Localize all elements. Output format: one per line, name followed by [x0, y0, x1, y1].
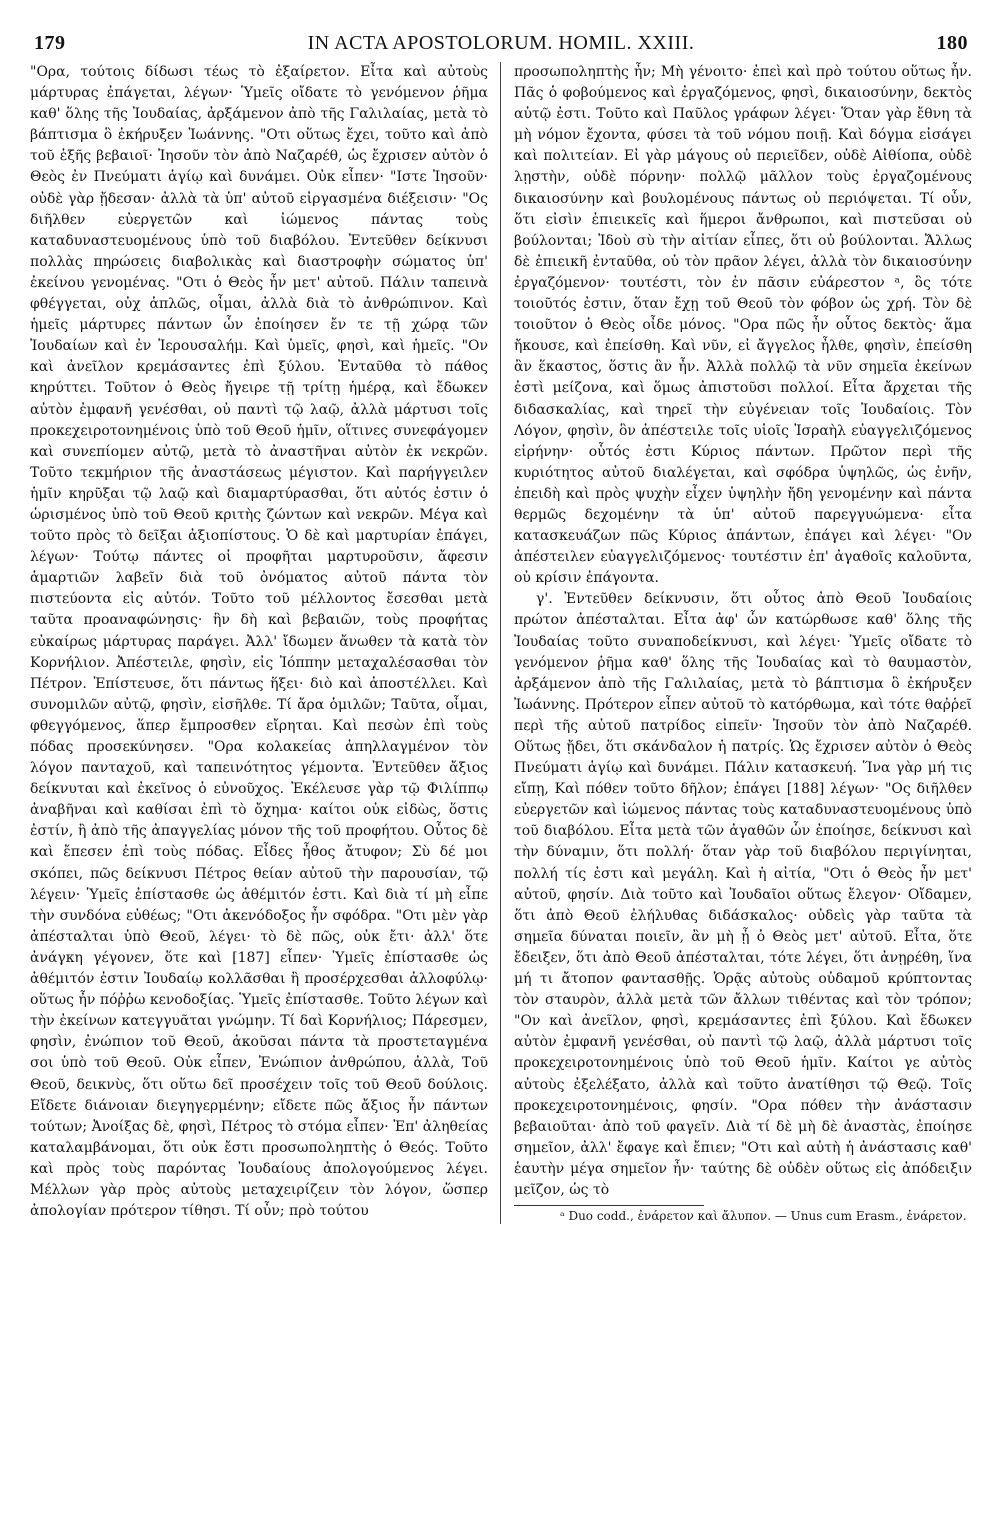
right-paragraph-1: προσωποληπτὴς ἦν; Μὴ γένοιτο· ἐπεὶ καὶ πρὸ τούτου οὕτως ἦν. Πᾶς ὁ φοβούμενος καὶ ἐργαζόμενος, φησὶ, δικαιοσύνην, δεκτὸς αὐτῷ ἐστι. Τοῦτο καὶ Παῦλος γράφων λέγει· Ὅταν γὰρ ἔθνη τὰ μὴ νόμον ἔχοντα, φύσει τὰ τοῦ νόμου ποιῇ. Καὶ δόγμα εἰσάγει καὶ πολιτείαν. Εἰ γὰρ μάγους οὐ περιεῖδεν, οὐδὲ Αἰθίοπα, οὐδὲ λῃστὴν, οὐδὲ πόρνην· πολλῷ μᾶλλον τοὺς ἐργαζομένους δικαιοσύνην καὶ βουλομένους πάντως οὐ περιόψεται. Τί οὖν, ὅτι εἰσὶν ἐπιεικεῖς καὶ ἥμεροι ἄνθρωποι, καὶ πιστεῦσαι οὐ βούλονται; Ἰδοὺ σὺ τὴν αἰτίαν εἶπες, ὅτι οὐ βούλονται. Ἄλλως δὲ ἐπιεικῆ ἐνταῦθα, οὐ τὸν πρᾶον λέγει, ἀλλὰ τὸν δικαιοσύνην ἐργαζόμενον· τουτέστι, τὸν ἐν πᾶσιν εὐάρεστον ᵃ, ὃς τότε τοιοῦτός ἐστιν, ὅταν ἔχῃ τοῦ Θεοῦ τὸν φόβον ὡς χρή. Τὸν δὲ τοιοῦτον ὁ Θεὸς οἶδε μόνος. "Ορα πῶς ἦν οὗτος δεκτὸς· ἅμα ἤκουσε, καὶ ἐπείσθη. Καὶ νῦν, εἰ ἄγγελος ἦλθε, φησὶν, ἐπείσθη ἂν ἕκαστος, ὅστις ἂν ἦν. Ἀλλὰ πολλῷ τὰ νῦν σημεῖα ἐκείνων ἐστὶ μείζονα, καὶ ὅμως ἀπιστοῦσι πολλοί. Εἶτα ἄρχεται τῆς διδασκαλίας, καὶ τηρεῖ τὴν εὐγένειαν τοῖς Ἰουδαίοις. Τὸν Λόγον, φησὶν, ὃν ἀπέστειλε τοῖς υἱοῖς Ἰσραὴλ εὐαγγελιζόμενος εἰρήνην· οὗτός ἐστι Κύριος πάντων. Πρῶτον περὶ τῆς κυριότητος αὐτοῦ διαλέγεται, καὶ σφόδρα ὑψηλῶς, ὡς ἐνῆν, ἐπειδὴ καὶ πρὸς ψυχὴν εἶχεν ὑψηλὴν ἤδη γενομένην καὶ πάντα θερμῶς δεχομένην τὰ ὑπ' αὐτοῦ παρεγγυώμενα· εἶτα κατασκευάζων πῶς Κύριος ἁπάντων, ἐπάγει καὶ λέγει· "Ον ἀπέστειλεν εὐαγγελιζόμενος· τουτέστιν ἐπ' ἀγαθοῖς καλοῦντα, οὐ κρίσιν ἐπάγοντα. — [514, 64, 972, 587]
text-columns — [30, 62, 972, 1224]
left-page-number: 179 — [34, 32, 66, 54]
page-header — [30, 32, 972, 60]
left-column — [30, 62, 501, 1224]
footnote: ᵃ Duo codd., ἐνάρετον καὶ ἄλυπον. — Unus cum Erasm., ἐνάρετον. — [560, 1209, 967, 1224]
right-paragraph-2: γ'. Ἐντεῦθεν δείκνυσιν, ὅτι οὗτος ἀπὸ Θεοῦ Ἰουδαίοις πρώτον ἀπέσταλται. Εἶτα ἀφ' ὧν κατώρθωσε καθ' ὅλης τῆς Ἰουδαίας τοῦτο συναποδείκνυσι, καὶ λέγει· Ὑμεῖς οἴδατε τὸ γενόμενον ῥῆμα καθ' ὅλης τῆς Ἰουδαίας καὶ τὸ θαυμαστὸν, ἀρξάμενον ἀπὸ τῆς Γαλιλαίας, μετὰ τὸ βάπτισμα ὃ ἐκήρυξεν Ἰωάννης. Πρότερον εἶπεν αὐτοῦ τὸ κατόρθωμα, καὶ τότε θαῤῥεῖ περὶ τῆς αὐτοῦ πατρίδος εἰπεῖν· Ἰησοῦν τὸν ἀπὸ Ναζαρέθ. Οὕτως ᾔδει, ὅτι σκάνδαλον ἡ πατρίς. Ὡς ἔχρισεν αὐτὸν ὁ Θεὸς Πνεύματι ἁγίῳ καὶ δυνάμει. Πάλιν κατασκευή. Ἵνα γὰρ μή τις εἴπῃ, Καὶ πόθεν τοῦτο δῆλον; ἐπάγει [188] λέγων· "Ος διῆλθεν εὐεργετῶν καὶ ἰώμενος πάντας τοὺς καταδυναστευομένους ὑπὸ τοῦ διαβόλου. Εἶτα μετὰ τῶν ἀγαθῶν ὧν ἐποίησε, δείκνυσι καὶ τὴν δύναμιν, ὅτι πολλή· ὅταν γὰρ τοῦ διαβόλου περιγίνηται, πολλή τίς ἐστι καὶ μεγάλη. Καὶ ἡ αἰτία, "Οτι ὁ Θεὸς ἦν μετ' αὐτοῦ, φησίν. Διὰ τοῦτο καὶ Ἰουδαῖοι οὕτως ἔλεγον· Οἴδαμεν, ὅτι ἀπὸ Θεοῦ ἐλήλυθας διδάσκαλος· οὐδεὶς γὰρ ταῦτα τὰ σημεῖα δύναται ποιεῖν, ἂν μὴ ᾖ ὁ Θεὸς μετ' αὐτοῦ. Εἶτα, ὅτε ἔδειξεν, ὅτι ἀπὸ Θεοῦ ἀπέσταλται, τότε λέγει, ὅτι ἀνῃρέθη, ἵνα μή τι ἄτοπον φαντασθῇς. Ὁρᾷς αὐτοὺς οὐδαμοῦ κρύπτοντας τὸν σταυρὸν, ἀλλὰ μετὰ τῶν ἄλλων τιθέντας καὶ τὸν τρόπον; "Ον καὶ ἀνεῖλον, φησὶ, κρεμάσαντες ἐπὶ ξύλου. Καὶ ἔδωκεν αὐτὸν ἐμφανῆ γενέσθαι, οὐ παντὶ τῷ λαῷ, ἀλλὰ μάρτυσι τοῖς προκεχειροτονημένοις ὑπὸ τοῦ Θεοῦ ἡμῖν. Καίτοι γε αὐτὸς αὐτοὺς ἐξελέξατο, ἀλλὰ καὶ τοῦτο ἀνατίθησι τῷ Θεῷ. Τοῖς προκεχειροτονημένοις, φησίν. "Ορα πόθεν τὴν ἀνάστασιν βεβαιοῦται· ἀπὸ τοῦ φαγεῖν. Διὰ τί δὲ μὴ δὲ ἀναστὰς, ἐποίησε σημεῖον, ἀλλ' ἔφαγε καὶ ἔπιεν; "Οτι καὶ αὐτὴ ἡ ἀνάστασις καθ' ἑαυτὴν μέγα σημεῖον ἦν· ταύτης δὲ οὐδὲν οὕτως εἰς ἀπόδειξιν μεῖζον, ὡς τὸ — [514, 591, 972, 1198]
right-column — [508, 62, 972, 1224]
right-page-number: 180 — [936, 32, 968, 54]
running-title: IN ACTA APOSTOLORUM. HOMIL. XXIII. — [307, 32, 695, 54]
footnote-divider — [514, 1205, 704, 1206]
left-paragraph-1: "Ορα, τούτοις δίδωσι τέως τὸ ἐξαίρετον. Εἶτα καὶ αὐτοὺς μάρτυρας ἐπάγεται, λέγων· Ὑμεῖς οἴδατε τὸ γενόμενον ῥῆμα καθ' ὅλης τῆς Ἰουδαίας, ἀρξάμενον ἀπὸ τῆς Γαλιλαίας, μετὰ τὸ βάπτισμα ὃ ἐκήρυξεν Ἰωάννης. "Οτι οὕτως ἔχει, τοῦτο καὶ ἀπὸ τοῦ ἑξῆς βεβαιοῖ· Ἰησοῦν τὸν ἀπὸ Ναζαρέθ, ὡς ἔχρισεν αὐτὸν ὁ Θεὸς ἐν Πνεύματι ἁγίῳ καὶ δυνάμει. Οὐκ εἶπεν· "Ιστε Ἰησοῦν· οὐδὲ γὰρ ᾔδεσαν· ἀλλὰ τὰ ὑπ' αὐτοῦ εἰργασμένα διέξεισιν· "Ος διῆλθεν εὐεργετῶν καὶ ἰώμενος πάντας τοὺς καταδυναστευομένους ὑπὸ τοῦ διαβόλου. Ἐντεῦθεν δείκνυσι πολλὰς πηρώσεις διαβολικὰς καὶ διαστροφὴν σώματος ὑπ' ἐκείνου γενομένας. "Οτι ὁ Θεὸς ἦν μετ' αὐτοῦ. Πάλιν ταπεινὰ φθέγγεται, οὐχ ἁπλῶς, οἶμαι, ἀλλὰ διὰ τὸ ἀνθρώπινον. Καὶ ἡμεῖς μάρτυρες πάντων ὧν ἐποίησεν ἔν τε τῇ χώρᾳ τῶν Ἰουδαίων καὶ ἐν Ἱερουσαλήμ. Καὶ ὑμεῖς, φησὶ, καὶ ἡμεῖς. "Ον καὶ ἀνεῖλον κρεμάσαντες ἐπὶ ξύλου. Ἐνταῦθα τὸ πάθος κηρύττει. Τοῦτον ὁ Θεὸς ἤγειρε τῇ τρίτῃ ἡμέρᾳ, καὶ ἔδωκεν αὐτὸν ἐμφανῆ γενέσθαι, οὐ παντὶ τῷ λαῷ, ἀλλὰ μάρτυσι τοῖς προκεχειροτονημένοις ὑπὸ τοῦ Θεοῦ ἡμῖν, οἵτινες συνεφάγομεν καὶ συνεπίομεν αὐτῷ, μετὰ τὸ ἀναστῆναι αὐτὸν ἐκ νεκρῶν. Τοῦτο τεκμήριον τῆς ἀναστάσεως μέγιστον. Καὶ παρήγγειλεν ἡμῖν κηρῦξαι τῷ λαῷ καὶ διαμαρτύρασθαι, ὅτι αὐτός ἐστιν ὁ ὡρισμένος ὑπὸ τοῦ Θεοῦ κριτὴς ζώντων καὶ νεκρῶν. Μέγα καὶ τοῦτο πρὸς τὸ δεῖξαι ἀξιοπίστους. Ὁ δὲ καὶ μαρτυρίαν ἐπάγει, λέγων· Τούτῳ πάντες οἱ προφῆται μαρτυροῦσιν, ἄφεσιν ἁμαρτιῶν λαβεῖν διὰ τοῦ ὀνόματος αὐτοῦ πάντα τὸν πιστεύοντα εἰς αὐτόν. Τοῦτο τοῦ μέλλοντος ἔσεσθαι μετὰ ταῦτα προαναφώνησις· ἣν δὴ καὶ βεβαιῶν, τοὺς προφήτας εὐκαίρως μάρτυρας παράγει. Ἀλλ' ἴδωμεν ἄνωθεν τὰ κατὰ τὸν Κορνήλιον. Ἀπέστειλε, φησὶν, εἰς Ἰόππην μεταχαλέσασθαι τὸν Πέτρον. Ἐπίστευσε, ὅτι πάντως ἥξει· διὸ καὶ ἀποστέλλει. Καὶ συνομιλῶν αὐτῷ, φησὶν, εἰσῆλθε. Τί ἄρα ὁμιλῶν; Ταῦτα, οἶμαι, φθεγγόμενος, ἅπερ ἔμπροσθεν εἴρηται. Καὶ πεσὼν ἐπὶ τοὺς πόδας προσεκύνησεν. "Ορα κολακείας ἀπηλλαγμένον τὸν λόγον πανταχοῦ, καὶ ταπεινότητος γέμοντα. Ἐντεῦθεν ἄξιος δείκνυται καὶ ἐκεῖνος ὁ εὐνοῦχος. Ἐκέλευσε γὰρ τῷ Φιλίππῳ ἀναβῆναι καὶ καθίσαι ἐπὶ τὸ ὄχημα· καίτοι οὐκ εἰδὼς, ὅστις ἐστίν, ἢ ἀπὸ τῆς ἀπαγγελίας μόνον τῆς τοῦ προφήτου. Οὗτος δὲ καὶ ἔπεσεν ἐπὶ τοὺς πόδας. Εἶδες ἦθος ἄτυφον; Σὺ δέ μοι σκόπει, πῶς δείκνυσι Πέτρος θείαν αὐτοῦ τὴν παρουσίαν, τῷ λέγειν· Ὑμεῖς ἐπίστασθε ὡς ἀθέμιτόν ἐστι. Καὶ διὰ τί μὴ εἶπε τὴν συνδόνα εὐθέως; "Οτι ἀκενόδοξος ἦν σφόδρα. "Οτι μὲν γὰρ ἀπέσταλται ὑπὸ Θεοῦ, λέγει· τὸ δὲ πῶς, οὐκ ἔτι· ἀλλ' ὅτε ἀνάγκη γέγονεν, ὅτε καὶ [187] εἶπεν· Ὑμεῖς ἐπίστασθε ὡς ἀθέμιτόν ἐστιν Ἰουδαίῳ κολλᾶσθαι ἢ προσέρχεσθαι ἀλλοφύλῳ· οὕτως ἦν πόῤῥω κενοδοξίας. Ὑμεῖς ἐπίστασθε. Τοῦτο λέγων καὶ τὴν ἐκείνων κατεγγυᾶται γνώμην. Τί δαὶ Κορνήλιος; Πάρεσμεν, φησὶν, ἐνώπιον τοῦ Θεοῦ, ἀκοῦσαι πάντα τὰ προστεταγμένα σοι ὑπὸ τοῦ Θεοῦ. Οὐκ εἶπεν, Ἐνώπιον ἀνθρώπου, ἀλλὰ, Τοῦ Θεοῦ, δεικνὺς, ὅτι οὕτω δεῖ προσέχειν τοῖς τοῦ Θεοῦ δούλοις. Εἴδετε διάνοιαν διεγηγερμένην; εἴδετε πῶς ἄξιος ἦν πάντων τούτων; Ἀνοίξας δὲ, φησὶ, Πέτρος τὸ στόμα εἶπεν· Ἐπ' ἀληθείας καταλαμβάνομαι, ὅτι οὐκ ἔστι προσωποληπτὴς ὁ Θεός. Τοῦτο καὶ πρὸς τοὺς παρόντας Ἰουδαίους ἀπολογούμενος λέγει. Μέλλων γὰρ πρὸς αὐτοὺς μεταχειρίζειν τὸν λόγον, ὥσπερ ἀπολογίαν πρότερον τίθησι. Τί οὖν; πρὸ τούτου — [30, 64, 488, 1220]
